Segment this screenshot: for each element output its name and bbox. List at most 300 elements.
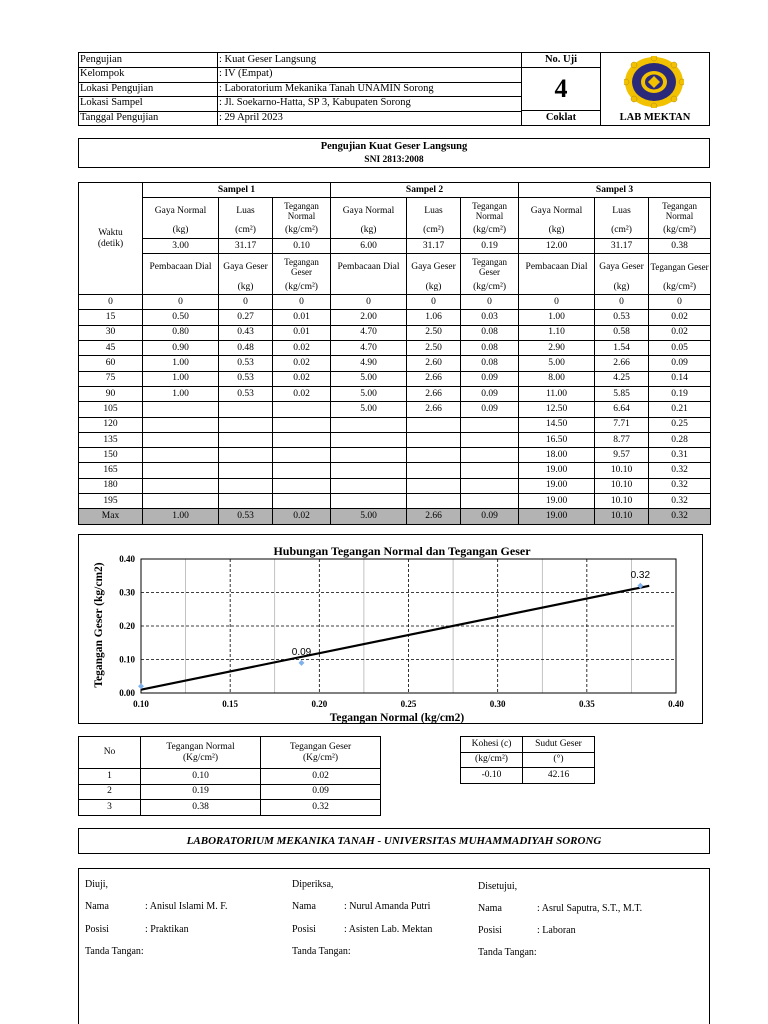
value-cell: 0.32 [649, 494, 711, 509]
unit-kg: (kg) [219, 280, 273, 295]
summary-table [78, 736, 381, 816]
kohesi-unit: (kg/cm²) [461, 752, 523, 768]
unit-kgcm2: (kg/cm²) [649, 280, 711, 295]
value-cell: 0 [273, 295, 331, 310]
value-cell [143, 417, 219, 432]
x-tick-label: 0.25 [400, 699, 417, 709]
summary-header-shear [261, 737, 381, 769]
value-cell [219, 494, 273, 509]
value-cell [407, 417, 461, 432]
col-teg-geser: Tegangan Geser [273, 254, 331, 280]
time-cell: 90 [79, 386, 143, 401]
col-teg-normal: Tegangan Normal [649, 198, 711, 224]
value-cell: 0.58 [595, 325, 649, 340]
value-cell [143, 448, 219, 463]
value-cell: 19.00 [519, 478, 595, 493]
value-cell: 5.00 [331, 371, 407, 386]
summary-cell: 0.19 [141, 784, 261, 800]
value-cell: 4.70 [331, 341, 407, 356]
value-cell: 8.77 [595, 432, 649, 447]
value-cell: 12.50 [519, 402, 595, 417]
summary-cell: 2 [79, 784, 141, 800]
x-tick-label: 0.20 [311, 699, 328, 709]
value-cell: 4.70 [331, 325, 407, 340]
signature-label: Tanda Tangan: [85, 946, 144, 957]
summary-header-normal [141, 737, 261, 769]
position-label: Posisi [292, 924, 316, 935]
value-cell [331, 463, 407, 478]
summary-cell: 0.09 [261, 784, 381, 800]
value-cell [461, 417, 519, 432]
value-cell: 2.50 [407, 341, 461, 356]
value-cell: 0.53 [219, 356, 273, 371]
col-gaya-normal: Gaya Normal [143, 198, 219, 224]
col-luas: Luas [219, 198, 273, 224]
value-cell: 2.66 [407, 371, 461, 386]
y-tick-label: 0.10 [119, 654, 135, 665]
col-teg-geser: Tegangan Geser [461, 254, 519, 280]
area: 31.17 [219, 239, 273, 254]
data-label: 0.32 [630, 569, 651, 581]
header-value: : Laboratorium Mekanika Tanah UNAMIN Sorong [219, 82, 434, 94]
summary-cell: 0.02 [261, 769, 381, 785]
title-standard: SNI 2813:2008 [364, 155, 424, 165]
time-cell: 15 [79, 310, 143, 325]
y-tick-label: 0.30 [119, 587, 135, 598]
data-label: 0.09 [291, 646, 312, 658]
value-cell: 0.08 [461, 341, 519, 356]
value-cell [219, 448, 273, 463]
normal-force: 6.00 [331, 239, 407, 254]
max-value: 1.00 [143, 509, 219, 524]
max-value: 0.09 [461, 509, 519, 524]
header-value: : Kuat Geser Langsung [219, 54, 317, 65]
col-teg-normal: Tegangan Normal [461, 198, 519, 224]
time-cell: 180 [79, 478, 143, 493]
col-pembacaan-dial: Pembacaan Dial [143, 254, 219, 280]
name-label: Nama [292, 901, 316, 912]
value-cell: 9.57 [595, 448, 649, 463]
value-cell [219, 432, 273, 447]
unit-kg: (kg) [331, 224, 407, 239]
signature-label: Tanda Tangan: [478, 947, 537, 958]
table-row [79, 402, 711, 417]
value-cell: 0.21 [649, 402, 711, 417]
value-cell: 1.10 [519, 325, 595, 340]
unit-cm2: (cm²) [219, 224, 273, 239]
table-row [79, 463, 711, 478]
value-cell [273, 463, 331, 478]
value-cell: 0.02 [273, 341, 331, 356]
time-cell: 45 [79, 341, 143, 356]
col-gaya-normal: Gaya Normal [519, 198, 595, 224]
header-row [79, 111, 521, 125]
value-cell: 1.00 [519, 310, 595, 325]
value-cell: 8.00 [519, 371, 595, 386]
university-logo-icon [624, 56, 684, 108]
name-value: : Nurul Amanda Putri [344, 901, 431, 912]
value-cell [331, 478, 407, 493]
value-cell [219, 478, 273, 493]
table-row [79, 432, 711, 447]
name-value: : Anisul Islami M. F. [145, 901, 228, 912]
y-axis-label: Tegangan Geser (kg/cm2) [93, 562, 105, 688]
value-cell [273, 494, 331, 509]
no-uji-box [522, 53, 601, 125]
summary-cell: 1 [79, 769, 141, 785]
unit-kgcm2: (kg/cm²) [461, 280, 519, 295]
x-axis-label: Tegangan Normal (kg/cm2) [329, 712, 465, 723]
value-cell: 0 [143, 295, 219, 310]
value-cell: 14.50 [519, 417, 595, 432]
value-cell: 0.32 [649, 463, 711, 478]
value-cell: 0.01 [273, 325, 331, 340]
value-cell: 2.00 [331, 310, 407, 325]
time-cell: 75 [79, 371, 143, 386]
color-label: Coklat [522, 110, 600, 126]
signature-label: Tanda Tangan: [292, 946, 351, 957]
time-cell: 195 [79, 494, 143, 509]
col-gaya-geser: Gaya Geser [407, 254, 461, 280]
col-teg-geser: Tegangan Geser [649, 254, 711, 280]
lab-mektan-label: LAB MEKTAN [619, 112, 691, 123]
value-cell [331, 494, 407, 509]
summary-row [79, 769, 381, 785]
time-cell: 60 [79, 356, 143, 371]
header-row [79, 67, 521, 82]
sudut-geser-header: Sudut Geser [523, 737, 595, 753]
time-cell: 30 [79, 325, 143, 340]
value-cell [331, 448, 407, 463]
position-label: Posisi [478, 925, 502, 936]
y-tick-label: 0.20 [119, 621, 135, 631]
value-cell: 2.60 [407, 356, 461, 371]
value-cell: 0.02 [273, 386, 331, 401]
normal-stress: 0.19 [461, 239, 519, 254]
name-label: Nama [85, 901, 109, 912]
position-value: : Laboran [537, 925, 576, 936]
header-label: Pengujian [80, 54, 122, 65]
kohesi-header: Kohesi (c) [461, 737, 523, 753]
table-row [79, 494, 711, 509]
x-tick-label: 0.30 [489, 699, 506, 709]
signature-block [78, 868, 710, 1024]
sample-header: Sampel 3 [519, 183, 711, 198]
value-cell: 1.00 [143, 356, 219, 371]
value-cell: 5.00 [331, 386, 407, 401]
summary-header-normal-text: Tegangan Normal [166, 741, 235, 752]
value-cell: 0.08 [461, 325, 519, 340]
header-label: Kelompok [80, 68, 125, 80]
col-gaya-geser: Gaya Geser [595, 254, 649, 280]
col-gaya-geser: Gaya Geser [219, 254, 273, 280]
value-cell: 5.85 [595, 386, 649, 401]
max-value: 5.00 [331, 509, 407, 524]
x-tick-label: 0.15 [222, 699, 239, 709]
no-uji-value: 4 [554, 74, 568, 103]
value-cell: 4.25 [595, 371, 649, 386]
value-cell: 11.00 [519, 386, 595, 401]
value-cell [407, 432, 461, 447]
value-cell: 0.14 [649, 371, 711, 386]
value-cell: 19.00 [519, 494, 595, 509]
lab-logo-box [601, 53, 709, 125]
value-cell: 0.09 [649, 356, 711, 371]
name-label: Nama [478, 903, 502, 914]
max-value: 0.53 [219, 509, 273, 524]
trendline [141, 586, 649, 690]
max-label: Max [79, 509, 143, 524]
value-cell: 0.25 [649, 417, 711, 432]
table-row [79, 478, 711, 493]
value-cell: 0.27 [219, 310, 273, 325]
value-cell [331, 432, 407, 447]
normal-force: 12.00 [519, 239, 595, 254]
data-point [299, 660, 305, 666]
value-cell: 0.09 [461, 386, 519, 401]
value-cell [273, 417, 331, 432]
document-title [78, 138, 710, 168]
sudut-geser-value: 42.16 [523, 768, 595, 784]
value-cell [143, 432, 219, 447]
summary-cell: 0.38 [141, 800, 261, 816]
value-cell [273, 448, 331, 463]
value-cell: 5.00 [519, 356, 595, 371]
value-cell: 10.10 [595, 478, 649, 493]
value-cell: 0.01 [273, 310, 331, 325]
table-row [79, 371, 711, 386]
value-cell: 0 [595, 295, 649, 310]
value-cell: 0.02 [273, 356, 331, 371]
summary-header-shear-text: Tegangan Geser [289, 741, 352, 752]
header-row [79, 96, 521, 111]
value-cell [143, 402, 219, 417]
normal-stress: 0.38 [649, 239, 711, 254]
value-cell: 0.09 [461, 371, 519, 386]
max-value: 0.02 [273, 509, 331, 524]
value-cell: 10.10 [595, 463, 649, 478]
value-cell: 4.90 [331, 356, 407, 371]
x-tick-label: 0.10 [133, 699, 149, 709]
table-row [79, 325, 711, 340]
unit-kg: (kg) [519, 224, 595, 239]
value-cell: 0.02 [649, 310, 711, 325]
time-cell: 120 [79, 417, 143, 432]
value-cell: 0.02 [273, 371, 331, 386]
unit-kg: (kg) [143, 224, 219, 239]
summary-row [79, 784, 381, 800]
value-cell: 0.48 [219, 341, 273, 356]
col-teg-normal: Tegangan Normal [273, 198, 331, 224]
value-cell: 7.71 [595, 417, 649, 432]
shear-chart [78, 534, 703, 724]
unit-kgcm2: (kg/cm²) [649, 224, 711, 239]
value-cell [273, 478, 331, 493]
value-cell: 2.50 [407, 325, 461, 340]
header-value: : 29 April 2023 [219, 111, 283, 123]
value-cell: 0.43 [219, 325, 273, 340]
value-cell [219, 417, 273, 432]
value-cell: 0.90 [143, 341, 219, 356]
unit-kgcm2: (kg/cm²) [273, 280, 331, 295]
value-cell: 0 [649, 295, 711, 310]
max-value: 0.32 [649, 509, 711, 524]
table-row [79, 356, 711, 371]
time-cell: 150 [79, 448, 143, 463]
header-label: Lokasi Sampel [80, 97, 143, 109]
kohesi-value: -0.10 [461, 768, 523, 784]
max-value: 10.10 [595, 509, 649, 524]
table-row [79, 386, 711, 401]
max-row [79, 509, 711, 524]
header-label: Lokasi Pengujian [80, 82, 154, 94]
position-label: Posisi [85, 924, 109, 935]
value-cell [219, 402, 273, 417]
shear-test-table [78, 182, 711, 525]
unit-kg: (kg) [595, 280, 649, 295]
detik-label: (detik) [97, 238, 124, 249]
y-tick-label: 0.00 [119, 688, 135, 698]
cohesion-table [460, 736, 595, 784]
col-luas: Luas [595, 198, 649, 224]
sample-header: Sampel 2 [331, 183, 519, 198]
header-row [79, 53, 521, 68]
y-tick-label: 0.40 [119, 554, 135, 564]
value-cell: 0.50 [143, 310, 219, 325]
table-row [79, 310, 711, 325]
role-checked: Diperiksa, [292, 879, 334, 890]
header-row [79, 82, 521, 97]
max-value: 2.66 [407, 509, 461, 524]
value-cell [143, 478, 219, 493]
table-row [79, 295, 711, 310]
value-cell: 6.64 [595, 402, 649, 417]
summary-header-no: No [79, 737, 141, 769]
value-cell: 0 [219, 295, 273, 310]
value-cell: 0.03 [461, 310, 519, 325]
value-cell: 0.08 [461, 356, 519, 371]
x-tick-label: 0.35 [578, 699, 595, 709]
header-box [78, 52, 710, 126]
table-row [79, 448, 711, 463]
value-cell [143, 463, 219, 478]
summary-unit-shear: (Kg/cm²) [302, 752, 339, 763]
summary-row [79, 800, 381, 816]
summary-cell: 0.32 [261, 800, 381, 816]
value-cell: 0.31 [649, 448, 711, 463]
value-cell: 0.02 [649, 325, 711, 340]
header-value: : IV (Empat) [219, 68, 273, 80]
waktu-label: Waktu [98, 227, 123, 238]
value-cell: 0.28 [649, 432, 711, 447]
value-cell: 19.00 [519, 463, 595, 478]
sudut-geser-unit: (°) [523, 752, 595, 768]
chart-title: Hubungan Tegangan Normal dan Tegangan Geser [273, 544, 531, 558]
value-cell [407, 494, 461, 509]
col-pembacaan-dial: Pembacaan Dial [331, 254, 407, 280]
unit-cm2: (cm²) [595, 224, 649, 239]
title-main: Pengujian Kuat Geser Langsung [320, 141, 468, 152]
value-cell: 0 [519, 295, 595, 310]
col-gaya-normal: Gaya Normal [331, 198, 407, 224]
summary-cell: 3 [79, 800, 141, 816]
x-tick-label: 0.40 [668, 699, 684, 709]
time-cell: 0 [79, 295, 143, 310]
value-cell: 10.10 [595, 494, 649, 509]
value-cell: 2.66 [407, 402, 461, 417]
value-cell: 0.53 [595, 310, 649, 325]
value-cell: 1.54 [595, 341, 649, 356]
value-cell: 1.00 [143, 386, 219, 401]
value-cell [461, 463, 519, 478]
unit-cm2: (cm²) [407, 224, 461, 239]
no-uji-label: No. Uji [522, 53, 600, 68]
value-cell [407, 448, 461, 463]
value-cell: 2.66 [595, 356, 649, 371]
value-cell [461, 478, 519, 493]
value-cell: 1.00 [143, 371, 219, 386]
sample-header: Sampel 1 [143, 183, 331, 198]
header-info [79, 53, 522, 125]
lab-banner: LABORATORIUM MEKANIKA TANAH - UNIVERSITAS MUHAMMADIYAH SORONG [78, 828, 710, 854]
value-cell: 0 [407, 295, 461, 310]
value-cell: 0.53 [219, 386, 273, 401]
value-cell: 0.05 [649, 341, 711, 356]
value-cell: 0.32 [649, 478, 711, 493]
unit-kg: (kg) [407, 280, 461, 295]
value-cell [407, 463, 461, 478]
chart-svg [79, 535, 702, 723]
value-cell: 16.50 [519, 432, 595, 447]
role-tested: Diuji, [85, 879, 109, 890]
value-cell: 2.66 [407, 386, 461, 401]
area: 31.17 [595, 239, 649, 254]
value-cell [273, 402, 331, 417]
position-value: : Praktikan [145, 924, 189, 935]
col-pembacaan-dial: Pembacaan Dial [519, 254, 595, 280]
summary-unit-normal: (Kg/cm²) [182, 752, 219, 763]
time-cell: 105 [79, 402, 143, 417]
value-cell: 0.53 [219, 371, 273, 386]
header-value: : Jl. Soekarno-Hatta, SP 3, Kabupaten Sorong [219, 97, 411, 109]
value-cell: 5.00 [331, 402, 407, 417]
value-cell [407, 478, 461, 493]
summary-cell: 0.10 [141, 769, 261, 785]
name-value: : Asrul Saputra, S.T., M.T. [537, 903, 643, 914]
role-approved: Disetujui, [478, 881, 518, 892]
max-value: 19.00 [519, 509, 595, 524]
value-cell [219, 463, 273, 478]
waktu-header [79, 183, 143, 295]
value-cell [461, 432, 519, 447]
value-cell [143, 494, 219, 509]
value-cell: 0.09 [461, 402, 519, 417]
value-cell [461, 494, 519, 509]
area: 31.17 [407, 239, 461, 254]
time-cell: 135 [79, 432, 143, 447]
value-cell: 18.00 [519, 448, 595, 463]
position-value: : Asisten Lab. Mektan [344, 924, 433, 935]
value-cell [273, 432, 331, 447]
col-luas: Luas [407, 198, 461, 224]
table-row [79, 417, 711, 432]
normal-stress: 0.10 [273, 239, 331, 254]
table-row [79, 341, 711, 356]
value-cell [331, 417, 407, 432]
unit-kgcm2: (kg/cm²) [461, 224, 519, 239]
value-cell: 0.80 [143, 325, 219, 340]
header-label: Tanggal Pengujian [80, 111, 159, 123]
